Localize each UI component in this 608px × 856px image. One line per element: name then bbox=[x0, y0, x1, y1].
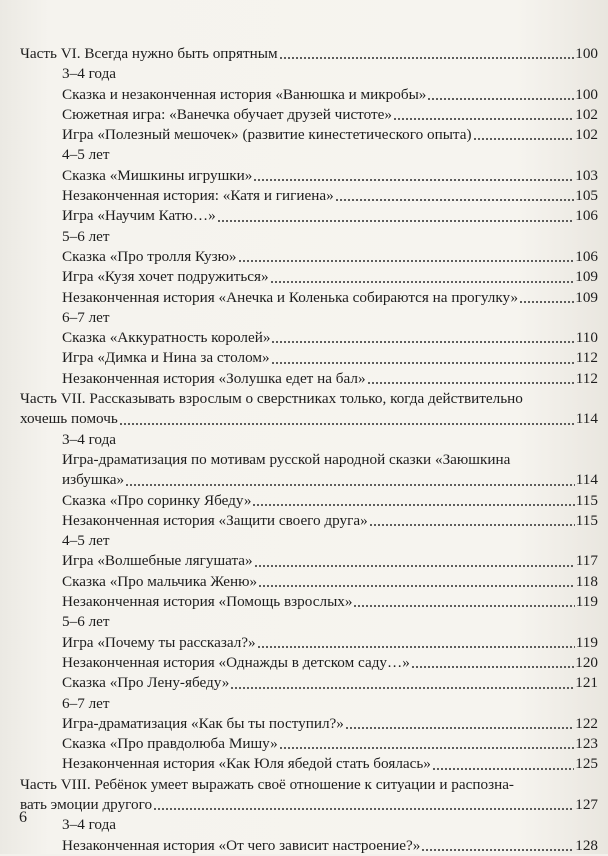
toc-age-heading bbox=[20, 227, 598, 247]
age-group-label: 5–6 лет bbox=[62, 613, 110, 631]
toc-entry-title: Сказка «Про тролля Кузю» bbox=[62, 247, 237, 265]
age-group-label: 3–4 года bbox=[62, 65, 117, 83]
toc-entry-title: Сказка «Про правдолюба Мишу» bbox=[62, 735, 278, 753]
dot-leader bbox=[271, 340, 574, 344]
toc-entry bbox=[20, 267, 598, 287]
toc-page-number: 123 bbox=[575, 735, 598, 753]
toc-page-number: 115 bbox=[575, 491, 598, 509]
dot-leader bbox=[279, 746, 575, 750]
page-number: 6 bbox=[19, 809, 27, 826]
dot-leader bbox=[238, 259, 575, 263]
toc-entry-title: Игра «Волшебные лягушата» bbox=[62, 552, 253, 570]
dot-leader bbox=[217, 219, 575, 223]
toc-entry-title: Сказка и незаконченная история «Ванюшка и микробы» bbox=[62, 85, 427, 103]
toc-entry-title: Сказка «Аккуратность королей» bbox=[62, 329, 271, 347]
toc-page-number: 121 bbox=[575, 674, 598, 692]
toc-entry-title: Незаконченная история «Помощь взрослых» bbox=[62, 593, 353, 611]
dot-leader bbox=[270, 280, 575, 284]
toc-entry bbox=[20, 511, 598, 531]
toc-entry bbox=[20, 247, 598, 267]
dot-leader bbox=[254, 564, 575, 568]
dot-leader bbox=[421, 848, 574, 852]
toc-entry-title: Игра-драматизация по мотивам русской народной сказки «Заюшкина bbox=[62, 450, 511, 468]
toc-entry-title: Сюжетная игра: «Ванечка обучает друзей чистоте» bbox=[62, 105, 392, 123]
toc-part-entry bbox=[20, 389, 598, 430]
toc-entry-title: Сказка «Про мальчика Женю» bbox=[62, 572, 258, 590]
dot-leader bbox=[345, 726, 574, 730]
toc-entry bbox=[20, 369, 598, 389]
toc-page-number: 100 bbox=[575, 85, 598, 103]
toc-entry bbox=[20, 288, 598, 308]
toc-part-entry bbox=[20, 775, 598, 816]
dot-leader bbox=[125, 483, 575, 487]
toc-entry-title: Часть VIII. Ребёнок умеет выражать своё отношение к ситуации и распозна- bbox=[20, 775, 514, 793]
toc-entry-title: Незаконченная история: «Катя и гигиена» bbox=[62, 187, 334, 205]
age-group-label: 6–7 лет bbox=[62, 308, 110, 326]
toc-entry-title: Игра «Полезный мешочек» (развитие кинестетического опыта) bbox=[62, 126, 472, 144]
toc-entry-title: избушка» bbox=[62, 471, 125, 489]
dot-leader bbox=[279, 56, 575, 60]
dot-leader bbox=[411, 665, 574, 669]
toc-page-number: 106 bbox=[575, 247, 598, 265]
toc-entry bbox=[20, 186, 598, 206]
toc-entry bbox=[20, 105, 598, 125]
toc-age-heading bbox=[20, 694, 598, 714]
toc-entry-title: хочешь помочь bbox=[20, 410, 118, 428]
age-group-label: 6–7 лет bbox=[62, 694, 110, 712]
toc-age-heading bbox=[20, 815, 598, 835]
toc-age-heading bbox=[20, 531, 598, 551]
age-group-label: 3–4 года bbox=[62, 430, 117, 448]
dot-leader bbox=[473, 137, 575, 141]
toc-entry bbox=[20, 734, 598, 754]
toc-page-number: 112 bbox=[575, 349, 598, 367]
dot-leader bbox=[519, 300, 574, 304]
toc-entry bbox=[20, 348, 598, 368]
dot-leader bbox=[119, 422, 575, 426]
age-group-label: 4–5 лет bbox=[62, 146, 110, 164]
toc-page-number: 105 bbox=[575, 187, 598, 205]
toc-entry-title: Часть VI. Всегда нужно быть опрятным bbox=[20, 45, 278, 62]
toc-page-number: 112 bbox=[575, 369, 598, 387]
dot-leader bbox=[393, 117, 574, 121]
toc-entry bbox=[20, 714, 598, 734]
toc-entry-title: Незаконченная история «Защити своего друга» bbox=[62, 511, 368, 529]
dot-leader bbox=[427, 97, 574, 101]
toc-page-number: 109 bbox=[575, 268, 598, 286]
dot-leader bbox=[271, 361, 575, 365]
toc-entry-title: вать эмоции другого bbox=[20, 795, 153, 813]
toc-entry-title: Сказка «Про соринку Ябеду» bbox=[62, 491, 252, 509]
dot-leader bbox=[258, 584, 575, 588]
dot-leader bbox=[153, 807, 574, 811]
toc-entry bbox=[20, 166, 598, 186]
table-of-contents bbox=[20, 44, 598, 856]
toc-page-number: 117 bbox=[575, 552, 598, 570]
toc-entry bbox=[20, 673, 598, 693]
toc-entry-title: Игра «Научим Катю…» bbox=[62, 207, 216, 225]
toc-entry-title: Незаконченная история «Золушка едет на бал» bbox=[62, 369, 366, 387]
toc-entry-title: Игра «Кузя хочет подружиться» bbox=[62, 268, 269, 286]
toc-age-heading bbox=[20, 308, 598, 328]
dot-leader bbox=[230, 686, 574, 690]
toc-page-number: 114 bbox=[575, 410, 598, 428]
toc-page-number: 103 bbox=[575, 166, 598, 184]
dot-leader bbox=[335, 198, 575, 202]
toc-age-heading bbox=[20, 430, 598, 450]
toc-entry-title: Незаконченная история «Однажды в детском саду…» bbox=[62, 653, 410, 671]
toc-entry bbox=[20, 754, 598, 774]
dot-leader bbox=[257, 645, 575, 649]
toc-page-number: 119 bbox=[575, 593, 598, 611]
dot-leader bbox=[253, 178, 574, 182]
toc-page-number: 102 bbox=[575, 126, 598, 144]
toc-page-number: 115 bbox=[575, 511, 598, 529]
toc-entry-title: Игра «Димка и Нина за столом» bbox=[62, 349, 270, 367]
toc-entry-title: Игра «Почему ты рассказал?» bbox=[62, 633, 256, 651]
toc-entry bbox=[20, 592, 598, 612]
toc-entry bbox=[20, 450, 598, 491]
toc-page-number: 125 bbox=[575, 755, 598, 773]
toc-entry bbox=[20, 328, 598, 348]
toc-page-number: 109 bbox=[575, 288, 598, 306]
toc-part-entry bbox=[20, 44, 598, 64]
toc-entry-title: Игра-драматизация «Как бы ты поступил?» bbox=[62, 714, 344, 732]
toc-entry-title: Незаконченная история «Как Юля ябедой стать боялась» bbox=[62, 755, 431, 773]
dot-leader bbox=[367, 381, 575, 385]
toc-page-number: 106 bbox=[575, 207, 598, 225]
dot-leader bbox=[432, 767, 574, 771]
toc-page-number: 110 bbox=[575, 329, 598, 347]
toc-entry bbox=[20, 491, 598, 511]
toc-entry-title: Незаконченная история «От чего зависит настроение?» bbox=[62, 836, 421, 854]
toc-entry-title: Часть VII. Рассказывать взрослым о сверстниках только, когда действительно bbox=[20, 390, 523, 408]
toc-page-number: 102 bbox=[575, 105, 598, 123]
toc-page-number: 100 bbox=[575, 45, 598, 62]
toc-entry bbox=[20, 572, 598, 592]
toc-entry-title: Сказка «Про Лену-ябеду» bbox=[62, 674, 230, 692]
toc-page-number: 127 bbox=[575, 795, 598, 813]
toc-page-number: 118 bbox=[575, 572, 598, 590]
toc-entry bbox=[20, 551, 598, 571]
dot-leader bbox=[353, 604, 574, 608]
age-group-label: 3–4 года bbox=[62, 816, 117, 834]
toc-page-number: 128 bbox=[575, 836, 598, 854]
age-group-label: 5–6 лет bbox=[62, 227, 110, 245]
toc-entry-title: Сказка «Мишкины игрушки» bbox=[62, 166, 253, 184]
toc-entry bbox=[20, 125, 598, 145]
toc-entry bbox=[20, 836, 598, 856]
dot-leader bbox=[369, 523, 575, 527]
toc-entry bbox=[20, 633, 598, 653]
toc-entry bbox=[20, 206, 598, 226]
toc-page-number: 114 bbox=[575, 471, 598, 489]
toc-age-heading bbox=[20, 64, 598, 84]
toc-entry-title: Незаконченная история «Анечка и Коленька собираются на прогулку» bbox=[62, 288, 519, 306]
toc-entry bbox=[20, 653, 598, 673]
age-group-label: 4–5 лет bbox=[62, 532, 110, 550]
toc-page-number: 120 bbox=[575, 653, 598, 671]
toc-page-number: 119 bbox=[575, 633, 598, 651]
toc-age-heading bbox=[20, 145, 598, 165]
dot-leader bbox=[252, 503, 574, 507]
toc-age-heading bbox=[20, 612, 598, 632]
toc-entry bbox=[20, 85, 598, 105]
toc-page-number: 122 bbox=[575, 714, 598, 732]
